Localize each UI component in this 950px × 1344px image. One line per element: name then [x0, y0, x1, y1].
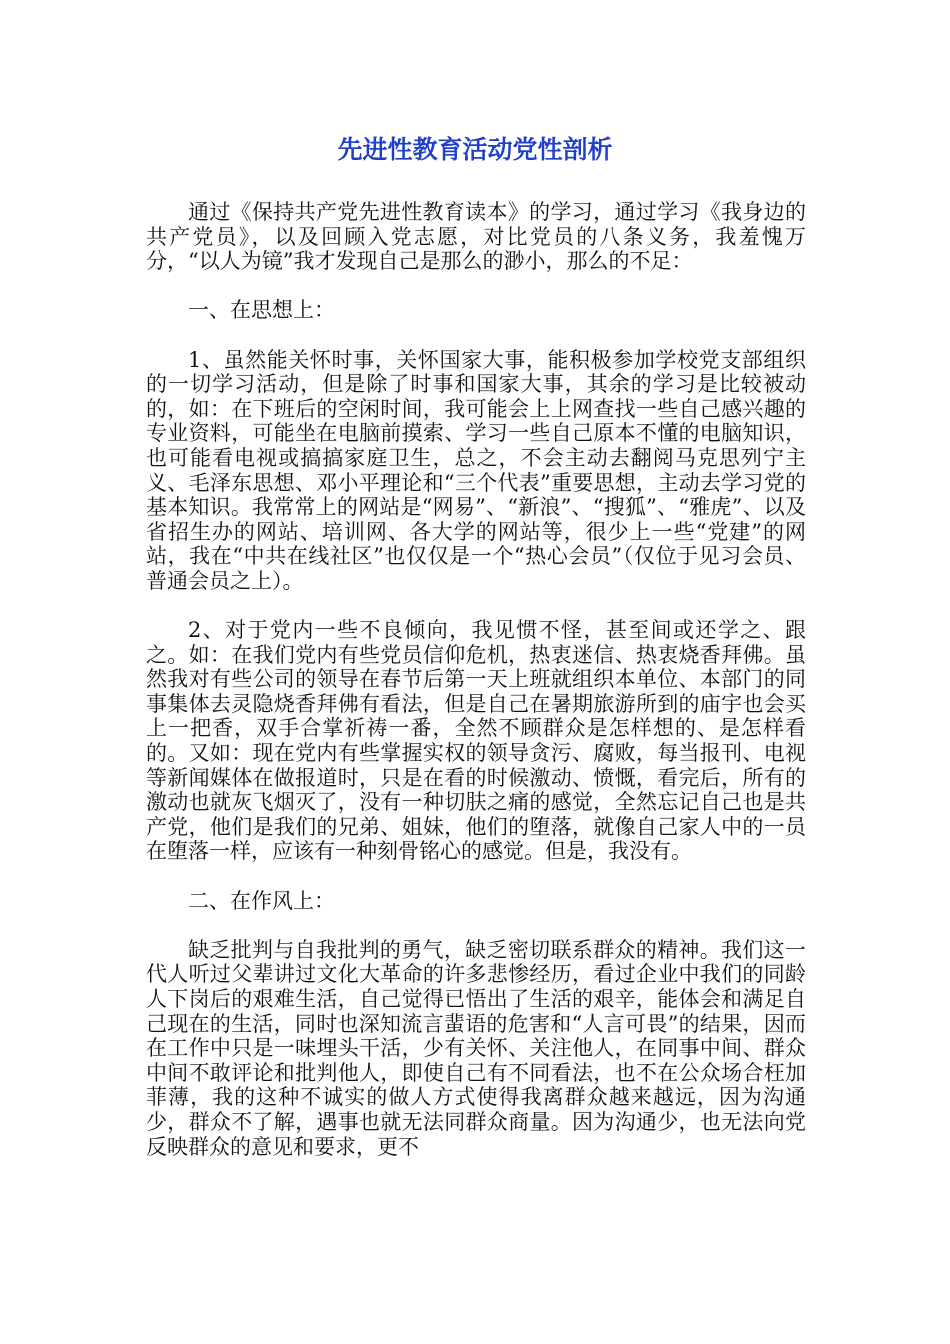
- paragraph-thought-1: 1、虽然能关怀时事，关怀国家大事，能积极参加学校党支部组织的一切学习活动，但是除了时事和国家大事，其余的学习是比较被动的，如：在下班后的空闲时间，我可能会上上网查找一些自己感兴趣的专业资料，可能坐在电脑前摸索、学习一些自己原本不懂的电脑知识，也可能看电视或搞搞家庭卫生，总之，不会主动去翻阅马克思列宁主义、毛泽东思想、邓小平理论和“三个代表”重要思想，主动去学习党的基本知识。我常常上的网站是“网易”、“新浪”、“搜狐”、“雅虎”、以及省招生办的网站、培训网、各大学的网站等，很少上一些“党建”的网站，我在“中共在线社区”也仅仅是一个“热心会员”（仅位于见习会员、普通会员之上）。: [146, 347, 806, 593]
- paragraph-thought-2: 2、对于党内一些不良倾向，我见惯不怪，甚至间或还学之、跟之。如：在我们党内有些党员信仰危机，热衷迷信、热衷烧香拜佛。虽然我对有些公司的领导在春节后第一天上班就组织本单位、本部门的同事集体去灵隐烧香拜佛有看法，但是自己在暑期旅游所到的庙宇也会买上一把香，双手合掌祈祷一番，全然不顾群众是怎样想的、是怎样看的。又如：现在党内有些掌握实权的领导贪污、腐败，每当报刊、电视等新闻媒体在做报道时，只是在看的时候激动、愤慨，看完后，所有的激动也就灰飞烟灭了，没有一种切肤之痛的感觉，全然忘记自己也是共产党，他们是我们的兄弟、姐妹，他们的堕落，就像自己家人中的一员在堕落一样，应该有一种刻骨铭心的感觉。但是，我没有。: [146, 618, 806, 864]
- document-body: [146, 200, 806, 1184]
- section-heading-thought: 一、在思想上：: [188, 298, 335, 323]
- paragraph-style-1: 缺乏批判与自我批判的勇气，缺乏密切联系群众的精神。我们这一代人听过父辈讲过文化大革命的许多悲惨经历，看过企业中我们的同龄人下岗后的艰难生活，自己觉得已悟出了生活的艰辛，能体会和满足自己现在的生活，同时也深知流言蜚语的危害和“人言可畏”的结果，因而在工作中只是一味埋头干活，少有关怀、关注他人，在同事中间、群众中间不敢评论和批判他人，即使自己有不同看法，也不在公众场合枉加菲薄，我的这种不诚实的做人方式使得我离群众越来越远，因为沟通少，群众不了解，遇事也就无法同群众商量。因为沟通少，也无法向党反映群众的意见和要求，更不: [146, 937, 806, 1159]
- paragraph-intro: 通过《保持共产党先进性教育读本》的学习，通过学习《我身边的共产党员》，以及回顾入党志愿，对比党员的八条义务，我羞愧万分，“以人为镜”我才发现自己是那么的渺小，那么的不足：: [146, 200, 806, 274]
- document-title: 先进性教育活动党性剖析: [337, 135, 613, 164]
- section-heading-style: 二、在作风上：: [188, 888, 335, 913]
